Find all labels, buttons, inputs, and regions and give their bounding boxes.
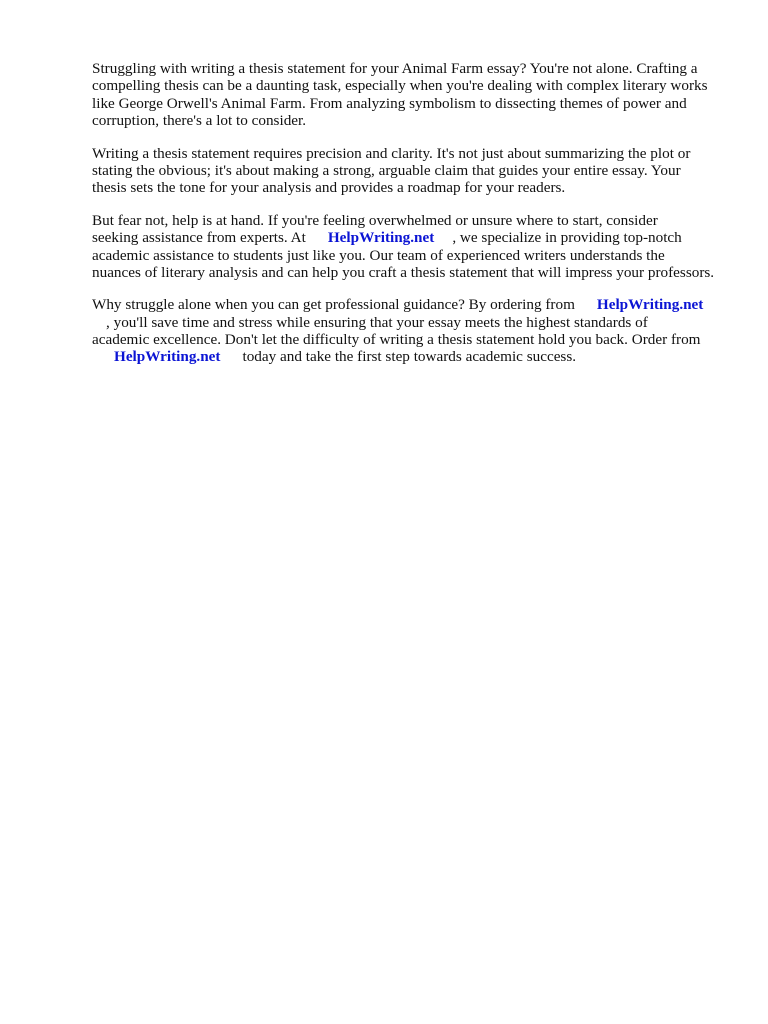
text-line: Writing a thesis statement requires precision and clarity. It's not just about summarizing the plot or (92, 144, 691, 162)
text-line: like George Orwell's Animal Farm. From analyzing symbolism to dissecting themes of power and (92, 94, 687, 112)
paragraph-intro (92, 60, 732, 130)
helpwriting-link[interactable]: HelpWriting.net (596, 296, 704, 314)
text-line: compelling thesis can be a daunting task, especially when you're dealing with complex literary works (92, 77, 708, 95)
text-line: corruption, there's a lot to consider. (92, 112, 307, 130)
text-line: thesis sets the tone for your analysis and provides a roadmap for your readers. (92, 179, 566, 197)
text-line: academic excellence. Don't let the difficulty of writing a thesis statement hold you back. Order from (92, 331, 701, 349)
text-line: Struggling with writing a thesis statement for your Animal Farm essay? You're not alone. Crafting a (92, 60, 698, 77)
text-segment: , we specialize in providing top-notch (452, 229, 682, 247)
text-line: nuances of literary analysis and can help you craft a thesis statement that will impress your professors. (92, 263, 715, 281)
helpwriting-link[interactable]: HelpWriting.net (327, 229, 435, 247)
text-segment: seeking assistance from experts. At (92, 229, 306, 247)
document-body (92, 60, 732, 381)
paragraph-call-to-action (92, 296, 732, 366)
text-segment: Why struggle alone when you can get professional guidance? By ordering from (92, 296, 575, 314)
helpwriting-link[interactable]: HelpWriting.net (114, 348, 221, 366)
text-segment: today and take the first step towards academic success. (242, 348, 577, 366)
paragraph-help-offer (92, 212, 732, 282)
text-segment: , you'll save time and stress while ensuring that your essay meets the highest standards of (106, 313, 648, 331)
text-line: But fear not, help is at hand. If you're feeling overwhelmed or unsure where to start, consider (92, 211, 658, 229)
text-line (92, 314, 732, 331)
text-line (92, 296, 732, 313)
text-line: academic assistance to students just like you. Our team of experienced writers understands the (92, 246, 665, 264)
paragraph-thesis-requirements (92, 145, 732, 197)
text-line (92, 348, 732, 365)
text-line (92, 229, 732, 246)
text-line: stating the obvious; it's about making a strong, arguable claim that guides your entire essay. Your (92, 161, 681, 179)
